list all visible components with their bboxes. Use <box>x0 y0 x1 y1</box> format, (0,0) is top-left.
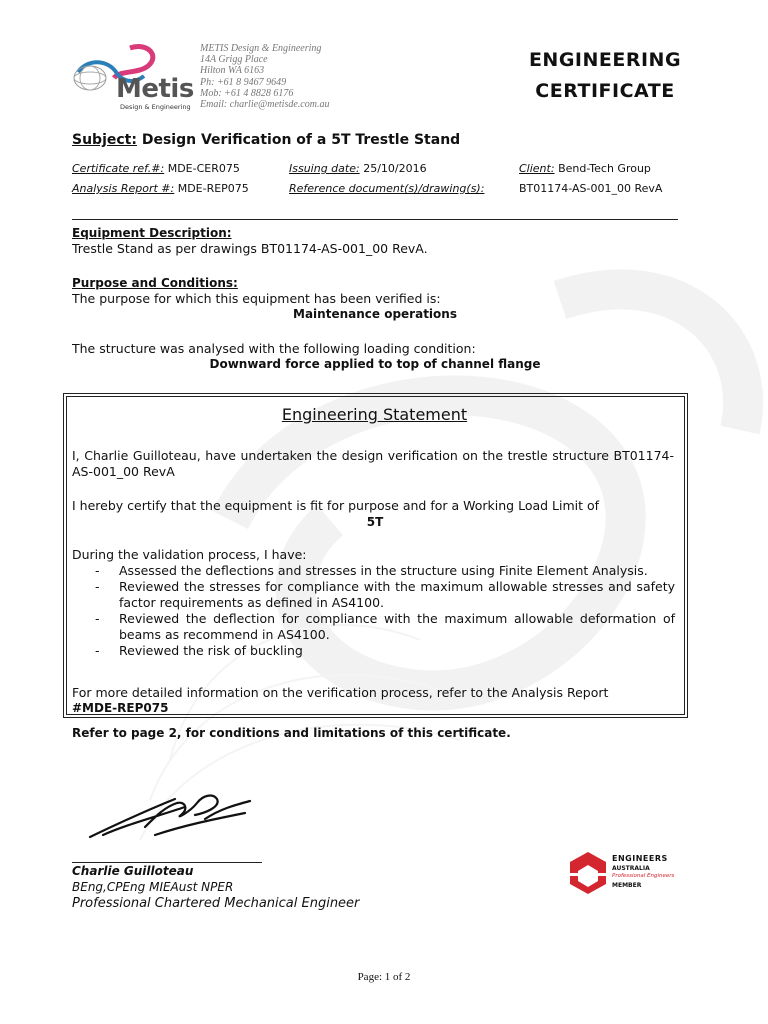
cert-ref-value: MDE-CER075 <box>167 162 240 175</box>
certificate-ref <box>72 162 240 175</box>
analysis-report-value: MDE-REP075 <box>177 182 249 195</box>
client-label: Client: <box>519 162 555 175</box>
statement-para-2: I hereby certify that the equipment is fit for purpose and for a Working Load Limit of <box>72 498 600 513</box>
address-line: Email: charlie@metisde.com.au <box>200 99 330 111</box>
purpose-heading: Purpose and Conditions: <box>72 276 238 290</box>
client-value: Bend-Tech Group <box>558 162 651 175</box>
analysis-report-label: Analysis Report #: <box>72 182 175 195</box>
bullet-text: Assessed the deflections and stresses in the structure using Finite Element Analysis. <box>119 563 648 578</box>
report-reference: #MDE-REP075 <box>72 701 169 715</box>
process-intro: During the validation process, I have: <box>72 547 307 562</box>
address-line: Ph: +61 8 9467 9649 <box>200 76 287 88</box>
cert-ref-label: Certificate ref.#: <box>72 162 165 175</box>
equipment-heading: Equipment Description: <box>72 226 232 240</box>
bullet-text: Reviewed the deflection for compliance with the maximum allowable deformation of beams as recommend in AS4100. <box>119 611 675 642</box>
list-item: - Assessed the deflections and stresses in the structure using Finite Element Analysis. <box>95 563 675 579</box>
equipment-text: Trestle Stand as per drawings BT01174-AS-001_00 RevA. <box>72 241 428 256</box>
signature-line <box>72 862 262 863</box>
address-line: 14A Grigg Place <box>200 54 268 66</box>
reference-doc-label: Reference document(s)/drawing(s): <box>289 182 485 195</box>
signatory-title: Professional Chartered Mechanical Engineer <box>72 896 360 911</box>
list-item: - Reviewed the stresses for compliance with the maximum allowable stresses and safety factor requirements as defined in AS4100. <box>95 579 675 610</box>
page-number: Page: 1 of 2 <box>357 971 411 983</box>
loading-intro: The structure was analysed with the following loading condition: <box>72 341 476 356</box>
issuing-date-label: Issuing date: <box>289 162 360 175</box>
process-bullets <box>95 563 675 659</box>
issuing-date <box>289 162 427 175</box>
company-logo <box>68 42 194 112</box>
subject-text: Design Verification of a 5T Trestle Stand <box>141 132 461 148</box>
title-line-2: CERTIFICATE <box>535 80 675 102</box>
bullet-text: Reviewed the risk of buckling <box>119 643 303 658</box>
reference-doc-value: BT01174-AS-001_00 RevA <box>519 182 663 195</box>
handwritten-signature <box>85 785 255 845</box>
refer-note: Refer to page 2, for conditions and limitations of this certificate. <box>72 726 511 740</box>
purpose-intro: The purpose for which this equipment has been verified is: <box>72 291 441 306</box>
signatory-credentials: BEng,CPEng MIEAust NPER <box>72 880 234 894</box>
signatory-name: Charlie Guilloteau <box>72 864 194 878</box>
list-item: - Reviewed the deflection for compliance with the maximum allowable deformation of beams as recommend in AS4100. <box>95 611 675 642</box>
ea-line-4: MEMBER <box>612 882 642 889</box>
subject-line <box>72 132 460 148</box>
subject-label: Subject: <box>72 132 137 148</box>
address-line: Hilton WA 6163 <box>200 65 265 77</box>
purpose-value: Maintenance operations <box>293 307 457 321</box>
reference-doc <box>289 182 484 195</box>
logo-wordmark: Metis <box>116 74 194 104</box>
address-line: Mob: +61 4 8828 6176 <box>200 87 294 99</box>
ea-hexagon-icon <box>568 851 608 895</box>
list-item: - Reviewed the risk of buckling <box>95 643 675 659</box>
loading-value: Downward force applied to top of channel flange <box>209 357 541 371</box>
address-line: METIS Design & Engineering <box>200 43 322 54</box>
working-load-limit: 5T <box>366 515 384 529</box>
document-title <box>520 45 690 107</box>
header-divider <box>72 219 678 220</box>
statement-title: Engineering Statement <box>281 405 468 424</box>
client <box>519 162 651 175</box>
ea-line-2: AUSTRALIA <box>612 865 650 872</box>
logo-tagline: Design & Engineering <box>120 103 191 111</box>
company-address <box>200 43 329 110</box>
analysis-report <box>72 182 249 195</box>
statement-para-1: I, Charlie Guilloteau, have undertaken the design verification on the trestle structure BT01174-AS-001_00 RevA <box>72 448 674 479</box>
bullet-text: Reviewed the stresses for compliance with the maximum allowable stresses and safety factor requirements as defined in AS4100. <box>119 579 675 610</box>
issuing-date-value: 25/10/2016 <box>363 162 427 175</box>
ea-line-1: ENGINEERS <box>612 854 668 863</box>
engineers-australia-badge <box>568 851 688 895</box>
title-line-1: ENGINEERING <box>528 49 682 71</box>
ea-line-3: Professional Engineers <box>612 873 675 879</box>
more-info-text: For more detailed information on the verification process, refer to the Analysis Report <box>72 685 609 700</box>
